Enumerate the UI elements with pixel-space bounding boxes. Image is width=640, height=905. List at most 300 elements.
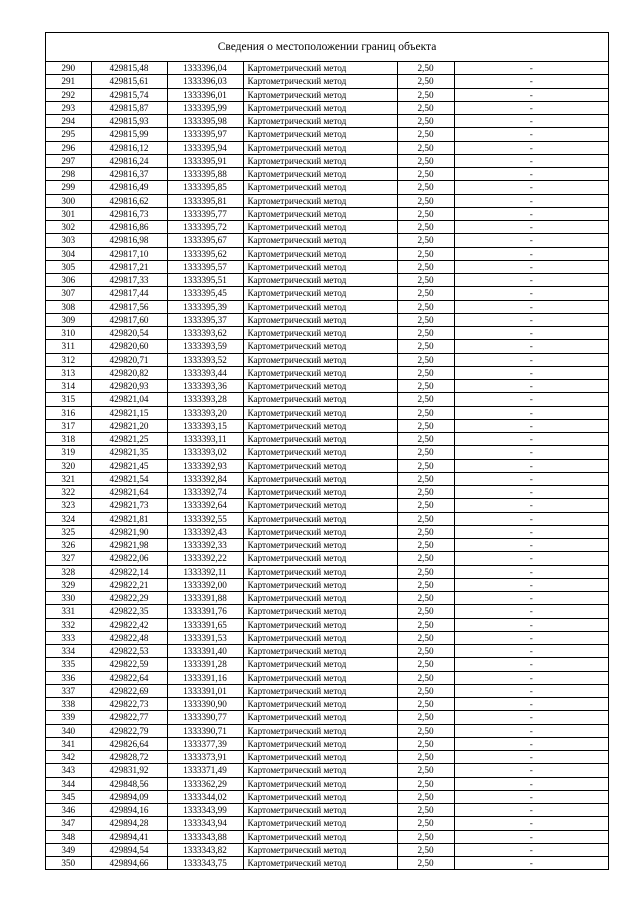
method-cell: Картометрический метод (243, 62, 397, 75)
x-coordinate-cell: 429820,71 (91, 353, 167, 366)
point-number-cell: 299 (46, 181, 91, 194)
description-cell: - (454, 168, 608, 181)
table-row (46, 62, 608, 75)
y-coordinate-cell: 1333392,22 (167, 552, 243, 565)
table-row (46, 194, 608, 207)
method-cell: Картометрический метод (243, 658, 397, 671)
precision-cell: 2,50 (397, 393, 454, 406)
precision-cell: 2,50 (397, 260, 454, 273)
y-coordinate-cell: 1333344,02 (167, 790, 243, 803)
description-cell: - (454, 764, 608, 777)
point-number-cell: 336 (46, 671, 91, 684)
point-number-cell: 346 (46, 804, 91, 817)
point-number-cell: 339 (46, 711, 91, 724)
precision-cell: 2,50 (397, 419, 454, 432)
method-cell: Картометрический метод (243, 843, 397, 856)
y-coordinate-cell: 1333343,99 (167, 804, 243, 817)
precision-cell: 2,50 (397, 274, 454, 287)
description-cell: - (454, 154, 608, 167)
table-row (46, 777, 608, 790)
table-row (46, 340, 608, 353)
precision-cell: 2,50 (397, 247, 454, 260)
method-cell: Картометрический метод (243, 101, 397, 114)
point-number-cell: 349 (46, 843, 91, 856)
point-number-cell: 298 (46, 168, 91, 181)
table-row (46, 433, 608, 446)
method-cell: Картометрический метод (243, 605, 397, 618)
y-coordinate-cell: 1333391,16 (167, 671, 243, 684)
point-number-cell: 297 (46, 154, 91, 167)
x-coordinate-cell: 429821,25 (91, 433, 167, 446)
method-cell: Картометрический метод (243, 207, 397, 220)
description-cell: - (454, 181, 608, 194)
x-coordinate-cell: 429822,21 (91, 578, 167, 591)
table-row (46, 684, 608, 697)
method-cell: Картометрический метод (243, 486, 397, 499)
method-cell: Картометрический метод (243, 433, 397, 446)
precision-cell: 2,50 (397, 658, 454, 671)
x-coordinate-cell: 429821,81 (91, 512, 167, 525)
y-coordinate-cell: 1333392,74 (167, 486, 243, 499)
y-coordinate-cell: 1333391,88 (167, 592, 243, 605)
table-row (46, 115, 608, 128)
point-number-cell: 310 (46, 327, 91, 340)
precision-cell: 2,50 (397, 313, 454, 326)
x-coordinate-cell: 429822,69 (91, 684, 167, 697)
x-coordinate-cell: 429815,99 (91, 128, 167, 141)
x-coordinate-cell: 429821,45 (91, 459, 167, 472)
y-coordinate-cell: 1333392,11 (167, 565, 243, 578)
precision-cell: 2,50 (397, 578, 454, 591)
point-number-cell: 333 (46, 631, 91, 644)
method-cell: Картометрический метод (243, 777, 397, 790)
method-cell: Картометрический метод (243, 631, 397, 644)
method-cell: Картометрический метод (243, 830, 397, 843)
table-row (46, 260, 608, 273)
point-number-cell: 300 (46, 194, 91, 207)
point-number-cell: 331 (46, 605, 91, 618)
x-coordinate-cell: 429815,74 (91, 88, 167, 101)
description-cell: - (454, 353, 608, 366)
table-row (46, 764, 608, 777)
table-row (46, 459, 608, 472)
precision-cell: 2,50 (397, 684, 454, 697)
x-coordinate-cell: 429816,37 (91, 168, 167, 181)
precision-cell: 2,50 (397, 618, 454, 631)
description-cell: - (454, 512, 608, 525)
x-coordinate-cell: 429822,64 (91, 671, 167, 684)
precision-cell: 2,50 (397, 446, 454, 459)
y-coordinate-cell: 1333395,57 (167, 260, 243, 273)
precision-cell: 2,50 (397, 552, 454, 565)
x-coordinate-cell: 429816,24 (91, 154, 167, 167)
description-cell: - (454, 419, 608, 432)
point-number-cell: 320 (46, 459, 91, 472)
description-cell: - (454, 313, 608, 326)
y-coordinate-cell: 1333392,43 (167, 525, 243, 538)
x-coordinate-cell: 429815,87 (91, 101, 167, 114)
y-coordinate-cell: 1333395,94 (167, 141, 243, 154)
description-cell: - (454, 804, 608, 817)
method-cell: Картометрический метод (243, 181, 397, 194)
method-cell: Картометрический метод (243, 168, 397, 181)
point-number-cell: 350 (46, 857, 91, 870)
x-coordinate-cell: 429815,93 (91, 115, 167, 128)
precision-cell: 2,50 (397, 459, 454, 472)
y-coordinate-cell: 1333371,49 (167, 764, 243, 777)
y-coordinate-cell: 1333396,04 (167, 62, 243, 75)
description-cell: - (454, 287, 608, 300)
method-cell: Картометрический метод (243, 459, 397, 472)
description-cell: - (454, 115, 608, 128)
table-row (46, 605, 608, 618)
table-row (46, 671, 608, 684)
precision-cell: 2,50 (397, 194, 454, 207)
method-cell: Картометрический метод (243, 300, 397, 313)
description-cell: - (454, 605, 608, 618)
x-coordinate-cell: 429822,29 (91, 592, 167, 605)
table-row (46, 817, 608, 830)
y-coordinate-cell: 1333393,15 (167, 419, 243, 432)
precision-cell: 2,50 (397, 592, 454, 605)
precision-cell: 2,50 (397, 234, 454, 247)
x-coordinate-cell: 429821,90 (91, 525, 167, 538)
precision-cell: 2,50 (397, 300, 454, 313)
precision-cell: 2,50 (397, 804, 454, 817)
precision-cell: 2,50 (397, 353, 454, 366)
x-coordinate-cell: 429817,10 (91, 247, 167, 260)
method-cell: Картометрический метод (243, 804, 397, 817)
y-coordinate-cell: 1333396,01 (167, 88, 243, 101)
table-row (46, 406, 608, 419)
y-coordinate-cell: 1333393,20 (167, 406, 243, 419)
description-cell: - (454, 618, 608, 631)
point-number-cell: 344 (46, 777, 91, 790)
point-number-cell: 309 (46, 313, 91, 326)
y-coordinate-cell: 1333391,65 (167, 618, 243, 631)
description-cell: - (454, 565, 608, 578)
table-row (46, 804, 608, 817)
description-cell: - (454, 62, 608, 75)
method-cell: Картометрический метод (243, 141, 397, 154)
y-coordinate-cell: 1333392,84 (167, 472, 243, 485)
x-coordinate-cell: 429820,93 (91, 380, 167, 393)
x-coordinate-cell: 429822,14 (91, 565, 167, 578)
precision-cell: 2,50 (397, 605, 454, 618)
description-cell: - (454, 631, 608, 644)
x-coordinate-cell: 429816,62 (91, 194, 167, 207)
y-coordinate-cell: 1333390,90 (167, 698, 243, 711)
precision-cell: 2,50 (397, 115, 454, 128)
y-coordinate-cell: 1333393,11 (167, 433, 243, 446)
y-coordinate-cell: 1333393,44 (167, 366, 243, 379)
y-coordinate-cell: 1333395,88 (167, 168, 243, 181)
description-cell: - (454, 366, 608, 379)
table-row (46, 565, 608, 578)
description-cell: - (454, 499, 608, 512)
table-row (46, 751, 608, 764)
y-coordinate-cell: 1333393,59 (167, 340, 243, 353)
description-cell: - (454, 711, 608, 724)
point-number-cell: 337 (46, 684, 91, 697)
point-number-cell: 307 (46, 287, 91, 300)
point-number-cell: 321 (46, 472, 91, 485)
precision-cell: 2,50 (397, 287, 454, 300)
point-number-cell: 343 (46, 764, 91, 777)
table-row (46, 843, 608, 856)
table-row (46, 353, 608, 366)
precision-cell: 2,50 (397, 380, 454, 393)
description-cell: - (454, 101, 608, 114)
method-cell: Картометрический метод (243, 525, 397, 538)
y-coordinate-cell: 1333362,29 (167, 777, 243, 790)
x-coordinate-cell: 429822,35 (91, 605, 167, 618)
precision-cell: 2,50 (397, 539, 454, 552)
x-coordinate-cell: 429820,60 (91, 340, 167, 353)
point-number-cell: 330 (46, 592, 91, 605)
method-cell: Картометрический метод (243, 406, 397, 419)
x-coordinate-cell: 429817,60 (91, 313, 167, 326)
y-coordinate-cell: 1333395,39 (167, 300, 243, 313)
method-cell: Картометрический метод (243, 366, 397, 379)
description-cell: - (454, 393, 608, 406)
description-cell: - (454, 684, 608, 697)
precision-cell: 2,50 (397, 207, 454, 220)
precision-cell: 2,50 (397, 168, 454, 181)
y-coordinate-cell: 1333395,81 (167, 194, 243, 207)
y-coordinate-cell: 1333390,77 (167, 711, 243, 724)
point-number-cell: 341 (46, 737, 91, 750)
precision-cell: 2,50 (397, 366, 454, 379)
x-coordinate-cell: 429822,53 (91, 645, 167, 658)
point-number-cell: 291 (46, 75, 91, 88)
y-coordinate-cell: 1333377,39 (167, 737, 243, 750)
x-coordinate-cell: 429894,16 (91, 804, 167, 817)
x-coordinate-cell: 429821,35 (91, 446, 167, 459)
method-cell: Картометрический метод (243, 817, 397, 830)
x-coordinate-cell: 429822,73 (91, 698, 167, 711)
table-row (46, 154, 608, 167)
precision-cell: 2,50 (397, 486, 454, 499)
description-cell: - (454, 857, 608, 870)
point-number-cell: 322 (46, 486, 91, 499)
point-number-cell: 311 (46, 340, 91, 353)
description-cell: - (454, 645, 608, 658)
table-row (46, 512, 608, 525)
x-coordinate-cell: 429894,66 (91, 857, 167, 870)
method-cell: Картометрический метод (243, 327, 397, 340)
document-title: Сведения о местоположении границ объекта (46, 33, 608, 62)
description-cell: - (454, 234, 608, 247)
point-number-cell: 308 (46, 300, 91, 313)
point-number-cell: 295 (46, 128, 91, 141)
y-coordinate-cell: 1333395,51 (167, 274, 243, 287)
point-number-cell: 334 (46, 645, 91, 658)
table-row (46, 552, 608, 565)
x-coordinate-cell: 429817,33 (91, 274, 167, 287)
point-number-cell: 304 (46, 247, 91, 260)
precision-cell: 2,50 (397, 499, 454, 512)
precision-cell: 2,50 (397, 764, 454, 777)
precision-cell: 2,50 (397, 433, 454, 446)
method-cell: Картометрический метод (243, 247, 397, 260)
x-coordinate-cell: 429820,82 (91, 366, 167, 379)
description-cell: - (454, 459, 608, 472)
y-coordinate-cell: 1333391,76 (167, 605, 243, 618)
table-row (46, 101, 608, 114)
y-coordinate-cell: 1333393,28 (167, 393, 243, 406)
x-coordinate-cell: 429828,72 (91, 751, 167, 764)
method-cell: Картометрический метод (243, 645, 397, 658)
table-row (46, 645, 608, 658)
precision-cell: 2,50 (397, 790, 454, 803)
point-number-cell: 312 (46, 353, 91, 366)
y-coordinate-cell: 1333393,52 (167, 353, 243, 366)
description-cell: - (454, 777, 608, 790)
point-number-cell: 316 (46, 406, 91, 419)
y-coordinate-cell: 1333395,91 (167, 154, 243, 167)
point-number-cell: 347 (46, 817, 91, 830)
precision-cell: 2,50 (397, 472, 454, 485)
table-row (46, 711, 608, 724)
point-number-cell: 348 (46, 830, 91, 843)
method-cell: Картометрический метод (243, 88, 397, 101)
description-cell: - (454, 790, 608, 803)
point-number-cell: 327 (46, 552, 91, 565)
method-cell: Картометрический метод (243, 419, 397, 432)
point-number-cell: 306 (46, 274, 91, 287)
point-number-cell: 314 (46, 380, 91, 393)
precision-cell: 2,50 (397, 671, 454, 684)
method-cell: Картометрический метод (243, 671, 397, 684)
x-coordinate-cell: 429822,79 (91, 724, 167, 737)
description-cell: - (454, 817, 608, 830)
method-cell: Картометрический метод (243, 764, 397, 777)
description-cell: - (454, 472, 608, 485)
description-cell: - (454, 274, 608, 287)
precision-cell: 2,50 (397, 565, 454, 578)
y-coordinate-cell: 1333395,85 (167, 181, 243, 194)
method-cell: Картометрический метод (243, 393, 397, 406)
x-coordinate-cell: 429821,04 (91, 393, 167, 406)
method-cell: Картометрический метод (243, 790, 397, 803)
y-coordinate-cell: 1333390,71 (167, 724, 243, 737)
description-cell: - (454, 671, 608, 684)
table-row (46, 393, 608, 406)
method-cell: Картометрический метод (243, 75, 397, 88)
x-coordinate-cell: 429820,54 (91, 327, 167, 340)
precision-cell: 2,50 (397, 631, 454, 644)
method-cell: Картометрический метод (243, 128, 397, 141)
table-row (46, 207, 608, 220)
precision-cell: 2,50 (397, 128, 454, 141)
description-cell: - (454, 830, 608, 843)
description-cell: - (454, 433, 608, 446)
x-coordinate-cell: 429821,20 (91, 419, 167, 432)
y-coordinate-cell: 1333395,72 (167, 221, 243, 234)
x-coordinate-cell: 429821,15 (91, 406, 167, 419)
table-row (46, 790, 608, 803)
description-cell: - (454, 486, 608, 499)
table-row (46, 724, 608, 737)
table-row (46, 830, 608, 843)
y-coordinate-cell: 1333392,00 (167, 578, 243, 591)
x-coordinate-cell: 429848,56 (91, 777, 167, 790)
x-coordinate-cell: 429816,49 (91, 181, 167, 194)
point-number-cell: 328 (46, 565, 91, 578)
table-row (46, 857, 608, 870)
x-coordinate-cell: 429817,44 (91, 287, 167, 300)
description-cell: - (454, 751, 608, 764)
method-cell: Картометрический метод (243, 565, 397, 578)
method-cell: Картометрический метод (243, 698, 397, 711)
description-cell: - (454, 698, 608, 711)
table-row (46, 366, 608, 379)
precision-cell: 2,50 (397, 777, 454, 790)
point-number-cell: 313 (46, 366, 91, 379)
table-row (46, 737, 608, 750)
table-row (46, 287, 608, 300)
precision-cell: 2,50 (397, 737, 454, 750)
description-cell: - (454, 221, 608, 234)
method-cell: Картометрический метод (243, 684, 397, 697)
point-number-cell: 315 (46, 393, 91, 406)
description-cell: - (454, 578, 608, 591)
point-number-cell: 338 (46, 698, 91, 711)
x-coordinate-cell: 429822,59 (91, 658, 167, 671)
method-cell: Картометрический метод (243, 499, 397, 512)
method-cell: Картометрический метод (243, 287, 397, 300)
precision-cell: 2,50 (397, 62, 454, 75)
table-row (46, 618, 608, 631)
method-cell: Картометрический метод (243, 154, 397, 167)
description-cell: - (454, 327, 608, 340)
precision-cell: 2,50 (397, 751, 454, 764)
y-coordinate-cell: 1333393,36 (167, 380, 243, 393)
method-cell: Картометрический метод (243, 512, 397, 525)
x-coordinate-cell: 429894,54 (91, 843, 167, 856)
table-row (46, 247, 608, 260)
table-row (46, 525, 608, 538)
x-coordinate-cell: 429831,92 (91, 764, 167, 777)
table-row (46, 446, 608, 459)
point-number-cell: 303 (46, 234, 91, 247)
y-coordinate-cell: 1333395,67 (167, 234, 243, 247)
description-cell: - (454, 843, 608, 856)
description-cell: - (454, 525, 608, 538)
point-number-cell: 290 (46, 62, 91, 75)
table-row (46, 658, 608, 671)
description-cell: - (454, 340, 608, 353)
x-coordinate-cell: 429821,73 (91, 499, 167, 512)
y-coordinate-cell: 1333395,98 (167, 115, 243, 128)
point-number-cell: 317 (46, 419, 91, 432)
precision-cell: 2,50 (397, 711, 454, 724)
boundary-table-frame (45, 32, 609, 870)
y-coordinate-cell: 1333392,93 (167, 459, 243, 472)
y-coordinate-cell: 1333343,82 (167, 843, 243, 856)
method-cell: Картометрический метод (243, 221, 397, 234)
description-cell: - (454, 406, 608, 419)
point-number-cell: 329 (46, 578, 91, 591)
y-coordinate-cell: 1333391,28 (167, 658, 243, 671)
description-cell: - (454, 539, 608, 552)
y-coordinate-cell: 1333395,37 (167, 313, 243, 326)
table-row (46, 578, 608, 591)
x-coordinate-cell: 429894,09 (91, 790, 167, 803)
precision-cell: 2,50 (397, 525, 454, 538)
table-row (46, 631, 608, 644)
